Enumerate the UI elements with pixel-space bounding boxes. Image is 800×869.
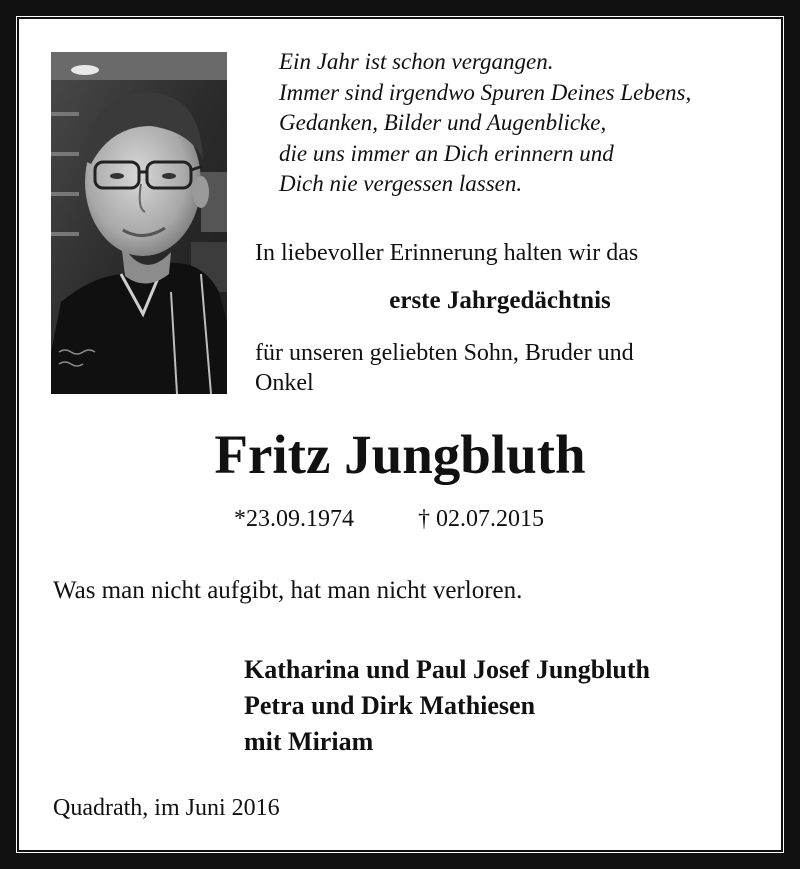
- family-line: Petra und Dirk Mathiesen: [244, 691, 536, 720]
- death-date: † 02.07.2015: [418, 506, 544, 532]
- ceremony-title: erste Jahrgedächtnis: [389, 287, 611, 314]
- dedication-line: für unseren geliebten Sohn, Bruder und: [255, 340, 634, 366]
- poem-line: Dich nie vergessen lassen.: [279, 171, 523, 196]
- poem-line: die uns immer an Dich erinnern und: [279, 140, 614, 166]
- poem-line: Immer sind irgendwo Spuren Deines Lebens,: [279, 79, 692, 105]
- place-date: Quadrath, im Juni 2016: [53, 795, 280, 821]
- birth-date: *23.09.1974: [234, 506, 354, 532]
- dedication-line: Onkel: [255, 370, 314, 396]
- portrait-photo: [51, 52, 227, 394]
- family-line: mit Miriam: [244, 727, 374, 756]
- poem-line: Ein Jahr ist schon vergangen.: [279, 49, 554, 74]
- poem-line: Gedanken, Bilder und Augenblicke,: [279, 110, 607, 135]
- deceased-name: Fritz Jungbluth: [214, 424, 586, 485]
- family-signatures: [244, 652, 650, 760]
- family-line: Katharina und Paul Josef Jungbluth: [244, 655, 651, 684]
- memorial-quote: Was man nicht aufgibt, hat man nicht verloren.: [53, 577, 523, 604]
- dedication-text: [255, 338, 765, 398]
- memorial-poem: [279, 47, 769, 200]
- intro-text: In liebevoller Erinnerung halten wir das: [255, 240, 639, 266]
